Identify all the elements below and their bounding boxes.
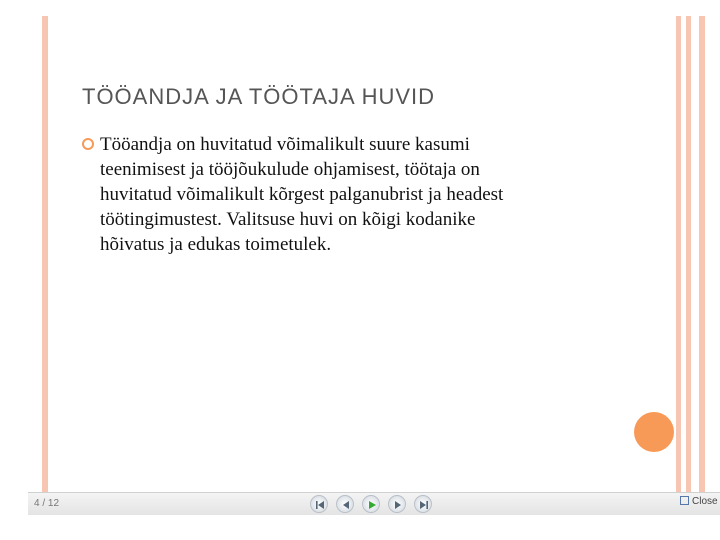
- next-icon: [392, 499, 404, 511]
- slide-title: TÖÖANDJA JA TÖÖTAJA HUVID: [82, 84, 436, 109]
- bullet-item: [82, 132, 562, 257]
- bullet-line: huvitatud võimalikult kõrgest palganubrist ja headest: [100, 184, 504, 205]
- bullet-line: teenimisest ja tööjõukulude ohjamisest, töötaja on: [100, 159, 480, 180]
- close-button[interactable]: [680, 496, 718, 507]
- close-window-icon: [680, 496, 689, 505]
- bullet-line: hõivatus ja edukas toimetulek.: [100, 234, 332, 255]
- decorative-right-bar: [676, 16, 681, 492]
- play-icon: [366, 499, 378, 511]
- last-slide-button[interactable]: [414, 495, 432, 513]
- previous-slide-button[interactable]: [336, 495, 354, 513]
- bullet-line: töötingimustest. Valitsuse huvi on kõigi kodanike: [100, 209, 476, 230]
- viewer-toolbar: [28, 492, 720, 515]
- decorative-right-bar: [686, 16, 691, 492]
- page-counter: 4 / 12: [34, 498, 60, 509]
- first-slide-button[interactable]: [310, 495, 328, 513]
- previous-icon: [340, 499, 352, 511]
- close-label: Close: [692, 496, 718, 507]
- decorative-right-bar: [699, 16, 705, 492]
- bullet-text: [100, 132, 562, 257]
- skip-first-icon: [314, 499, 326, 511]
- play-button[interactable]: [362, 495, 380, 513]
- decorative-circle: [634, 412, 674, 452]
- decorative-left-bar: [42, 16, 48, 492]
- next-slide-button[interactable]: [388, 495, 406, 513]
- skip-last-icon: [418, 499, 430, 511]
- bullet-circle-icon: [82, 138, 94, 150]
- bullet-line: Tööandja on huvitatud võimalikult suure kasumi: [100, 134, 470, 155]
